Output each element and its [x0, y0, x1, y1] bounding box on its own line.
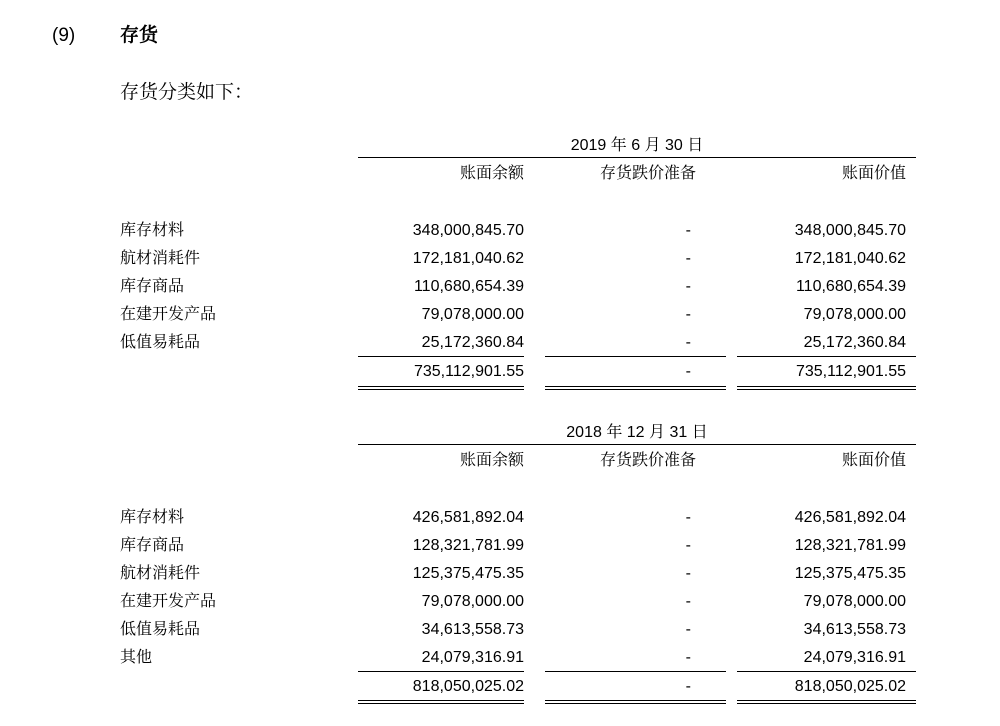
- book-balance-cell: 34,613,558.73: [421, 621, 524, 638]
- row-label: 库存商品: [120, 537, 185, 554]
- table-row: [0, 616, 1000, 644]
- total-double-rule: [545, 700, 726, 704]
- impairment-cell: -: [685, 593, 691, 610]
- total-double-rule: [358, 386, 524, 390]
- book-value-cell: 128,321,781.99: [794, 537, 906, 554]
- subtotal-rule: [358, 671, 524, 672]
- column-header-book-value: 账面价值: [841, 165, 906, 182]
- subtotal-rule: [737, 356, 916, 357]
- impairment-cell: -: [685, 621, 691, 638]
- book-balance-cell: 348,000,845.70: [412, 222, 524, 239]
- row-label: 航材消耗件: [120, 250, 201, 267]
- subtotal-rule: [737, 671, 916, 672]
- column-header-book-value: 账面价值: [841, 452, 906, 469]
- total-double-rule: [358, 700, 524, 704]
- table-row: [0, 217, 1000, 245]
- book-value-cell: 25,172,360.84: [803, 334, 906, 351]
- table-row: [0, 245, 1000, 273]
- total-row: [0, 673, 1000, 701]
- row-label: 低值易耗品: [120, 621, 201, 638]
- total-book-balance: 818,050,025.02: [412, 678, 524, 695]
- row-label: 库存材料: [120, 222, 185, 239]
- section-title: 存货: [120, 25, 159, 46]
- period-header: 2019 年 6 月 30 日: [358, 134, 916, 158]
- book-value-cell: 79,078,000.00: [803, 306, 906, 323]
- total-row: [0, 358, 1000, 386]
- total-impairment: -: [685, 678, 691, 695]
- column-header-book-balance: 账面余额: [459, 452, 524, 469]
- impairment-cell: -: [685, 278, 691, 295]
- impairment-cell: -: [685, 222, 691, 239]
- inventory-table-2019: [0, 134, 1000, 394]
- total-double-rule: [545, 386, 726, 390]
- row-label: 在建开发产品: [120, 593, 217, 610]
- book-balance-cell: 172,181,040.62: [412, 250, 524, 267]
- total-book-balance: 735,112,901.55: [413, 363, 524, 380]
- subtotal-rule: [545, 356, 726, 357]
- table-row: [0, 301, 1000, 329]
- total-book-value: 735,112,901.55: [795, 363, 906, 380]
- table-row: [0, 504, 1000, 532]
- book-balance-cell: 426,581,892.04: [412, 509, 524, 526]
- inventory-table-2018: [0, 421, 1000, 711]
- impairment-cell: -: [685, 509, 691, 526]
- column-header-book-balance: 账面余额: [459, 165, 524, 182]
- book-balance-cell: 79,078,000.00: [421, 306, 524, 323]
- book-value-cell: 34,613,558.73: [803, 621, 906, 638]
- book-value-cell: 172,181,040.62: [794, 250, 906, 267]
- row-label: 航材消耗件: [120, 565, 201, 582]
- book-value-cell: 125,375,475.35: [794, 565, 906, 582]
- total-double-rule: [737, 386, 916, 390]
- column-header-impairment: 存货跌价准备: [600, 452, 697, 469]
- table-row: [0, 329, 1000, 357]
- total-double-rule: [737, 700, 916, 704]
- row-label: 低值易耗品: [120, 334, 201, 351]
- section-number: (9): [52, 25, 76, 46]
- impairment-cell: -: [685, 537, 691, 554]
- table-row: [0, 532, 1000, 560]
- table-row: [0, 560, 1000, 588]
- book-balance-cell: 110,680,654.39: [413, 278, 524, 295]
- book-balance-cell: 125,375,475.35: [412, 565, 524, 582]
- impairment-cell: -: [685, 565, 691, 582]
- column-header-impairment: 存货跌价准备: [600, 165, 697, 182]
- book-value-cell: 110,680,654.39: [795, 278, 906, 295]
- impairment-cell: -: [685, 306, 691, 323]
- impairment-cell: -: [685, 649, 691, 666]
- book-balance-cell: 24,079,316.91: [421, 649, 524, 666]
- row-label: 库存材料: [120, 509, 185, 526]
- book-value-cell: 79,078,000.00: [803, 593, 906, 610]
- table-row: [0, 588, 1000, 616]
- subtotal-rule: [545, 671, 726, 672]
- book-balance-cell: 128,321,781.99: [412, 537, 524, 554]
- total-book-value: 818,050,025.02: [794, 678, 906, 695]
- table-row: [0, 644, 1000, 672]
- row-label: 其他: [120, 649, 153, 666]
- row-label: 在建开发产品: [120, 306, 217, 323]
- section-heading: [52, 20, 158, 47]
- impairment-cell: -: [685, 250, 691, 267]
- table-row: [0, 273, 1000, 301]
- row-label: 库存商品: [120, 278, 185, 295]
- period-header: 2018 年 12 月 31 日: [358, 421, 916, 445]
- book-value-cell: 348,000,845.70: [794, 222, 906, 239]
- book-balance-cell: 79,078,000.00: [421, 593, 524, 610]
- intro-text: 存货分类如下：: [120, 82, 254, 103]
- book-value-cell: 426,581,892.04: [794, 509, 906, 526]
- book-value-cell: 24,079,316.91: [803, 649, 906, 666]
- total-impairment: -: [685, 363, 691, 380]
- subtotal-rule: [358, 356, 524, 357]
- book-balance-cell: 25,172,360.84: [421, 334, 524, 351]
- impairment-cell: -: [685, 334, 691, 351]
